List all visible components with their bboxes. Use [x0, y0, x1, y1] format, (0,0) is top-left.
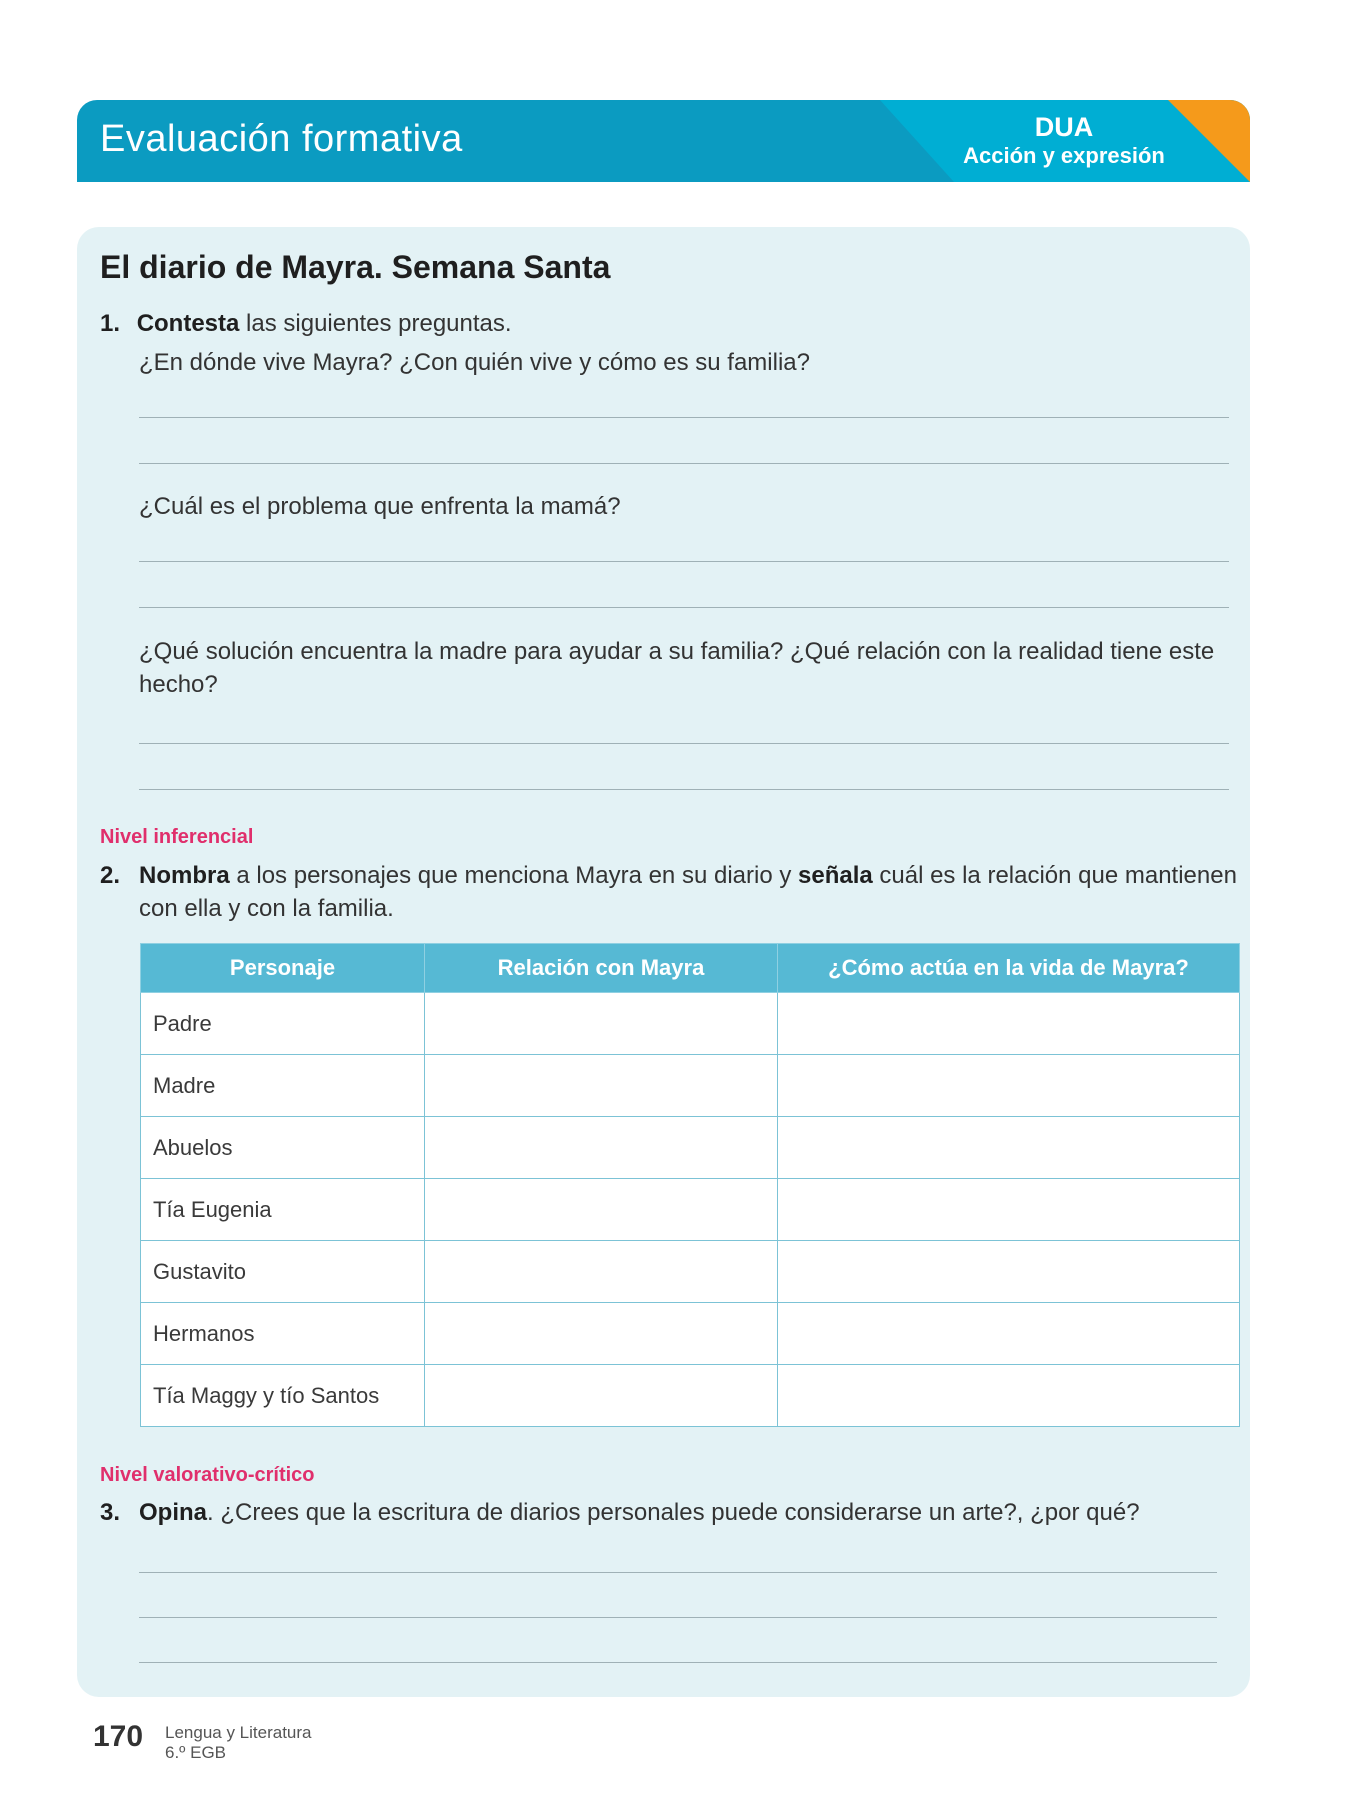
question-3-number: 3. [100, 1499, 121, 1526]
dua-label: DUA [1034, 112, 1094, 142]
header-band [77, 100, 1250, 182]
answer-line[interactable] [139, 1617, 1217, 1618]
answer-line[interactable] [139, 743, 1229, 744]
relation-cell[interactable] [425, 993, 778, 1055]
activity-panel [77, 227, 1250, 1697]
table-row [141, 1055, 1240, 1117]
question-3-verb: Opina [139, 1499, 208, 1526]
behavior-cell[interactable] [778, 993, 1240, 1055]
behavior-cell[interactable] [778, 1241, 1240, 1303]
behavior-cell[interactable] [778, 1179, 1240, 1241]
header-personaje: Personaje [141, 944, 425, 993]
relation-cell[interactable] [425, 1117, 778, 1179]
question-1-text: las siguientes preguntas. [239, 310, 512, 337]
answer-line[interactable] [139, 789, 1229, 790]
table-row [141, 1303, 1240, 1365]
character-name: Abuelos [141, 1117, 425, 1179]
section-title: El diario de Mayra. Semana Santa [100, 249, 611, 285]
level-inferencial: Nivel inferencial [100, 826, 254, 848]
relation-cell[interactable] [425, 1365, 778, 1427]
character-name: Padre [141, 993, 425, 1055]
character-name: Tía Maggy y tío Santos [141, 1365, 425, 1427]
question-3-text: . ¿Crees que la escritura de diarios personales puede considerarse un arte?, ¿por qué? [207, 1499, 1140, 1526]
question-3 [100, 1496, 1240, 1529]
characters-table [140, 943, 1240, 1427]
question-1a: ¿En dónde vive Mayra? ¿Con quién vive y cómo es su familia? [139, 349, 810, 376]
question-1b: ¿Cuál es el problema que enfrenta la mamá? [139, 493, 621, 520]
question-2-text: a los personajes que menciona Mayra en su diario y [229, 862, 798, 889]
page-title: Evaluación formativa [100, 118, 463, 160]
question-1-verb: Contesta [136, 310, 240, 337]
relation-cell[interactable] [425, 1241, 778, 1303]
question-2-verb2: señala [798, 862, 873, 889]
behavior-cell[interactable] [778, 1117, 1240, 1179]
answer-line[interactable] [139, 1662, 1217, 1663]
table-row [141, 1241, 1240, 1303]
relation-cell[interactable] [425, 1303, 778, 1365]
footer-subject: Lengua y Literatura [165, 1723, 312, 1742]
footer-subject-block [165, 1723, 312, 1763]
question-1 [100, 307, 1220, 340]
question-1c: ¿Qué solución encuentra la madre para ayudar a su familia? ¿Qué relación con la realidad tiene este hecho? [139, 638, 1215, 698]
relation-cell[interactable] [425, 1055, 778, 1117]
question-2-text-end: cuál es la relación que mantienen con ella y con la familia. [139, 862, 1237, 922]
dua-label-block [944, 112, 1184, 170]
question-2 [100, 859, 1240, 925]
character-name: Madre [141, 1055, 425, 1117]
dua-subtitle: Acción y expresión [963, 143, 1165, 168]
table-row [141, 1365, 1240, 1427]
behavior-cell[interactable] [778, 1055, 1240, 1117]
answer-line[interactable] [139, 417, 1229, 418]
footer-grade: 6.º EGB [165, 1743, 227, 1762]
level-valorativo-critico: Nivel valorativo-crítico [100, 1464, 315, 1486]
table-row [141, 993, 1240, 1055]
page-number: 170 [93, 1720, 144, 1753]
header-como-actua: ¿Cómo actúa en la vida de Mayra? [778, 944, 1240, 993]
question-2-verb: Nombra [139, 862, 230, 889]
table-row [141, 1117, 1240, 1179]
answer-line[interactable] [139, 607, 1229, 608]
answer-line[interactable] [139, 561, 1229, 562]
answer-line[interactable] [139, 463, 1229, 464]
question-1-number: 1. [100, 310, 121, 337]
table-row [141, 1179, 1240, 1241]
behavior-cell[interactable] [778, 1303, 1240, 1365]
character-name: Hermanos [141, 1303, 425, 1365]
header-relacion: Relación con Mayra [425, 944, 778, 993]
character-name: Tía Eugenia [141, 1179, 425, 1241]
relation-cell[interactable] [425, 1179, 778, 1241]
question-2-number: 2. [100, 862, 121, 889]
behavior-cell[interactable] [778, 1365, 1240, 1427]
answer-line[interactable] [139, 1572, 1217, 1573]
table-header-row [141, 944, 1240, 993]
character-name: Gustavito [141, 1241, 425, 1303]
